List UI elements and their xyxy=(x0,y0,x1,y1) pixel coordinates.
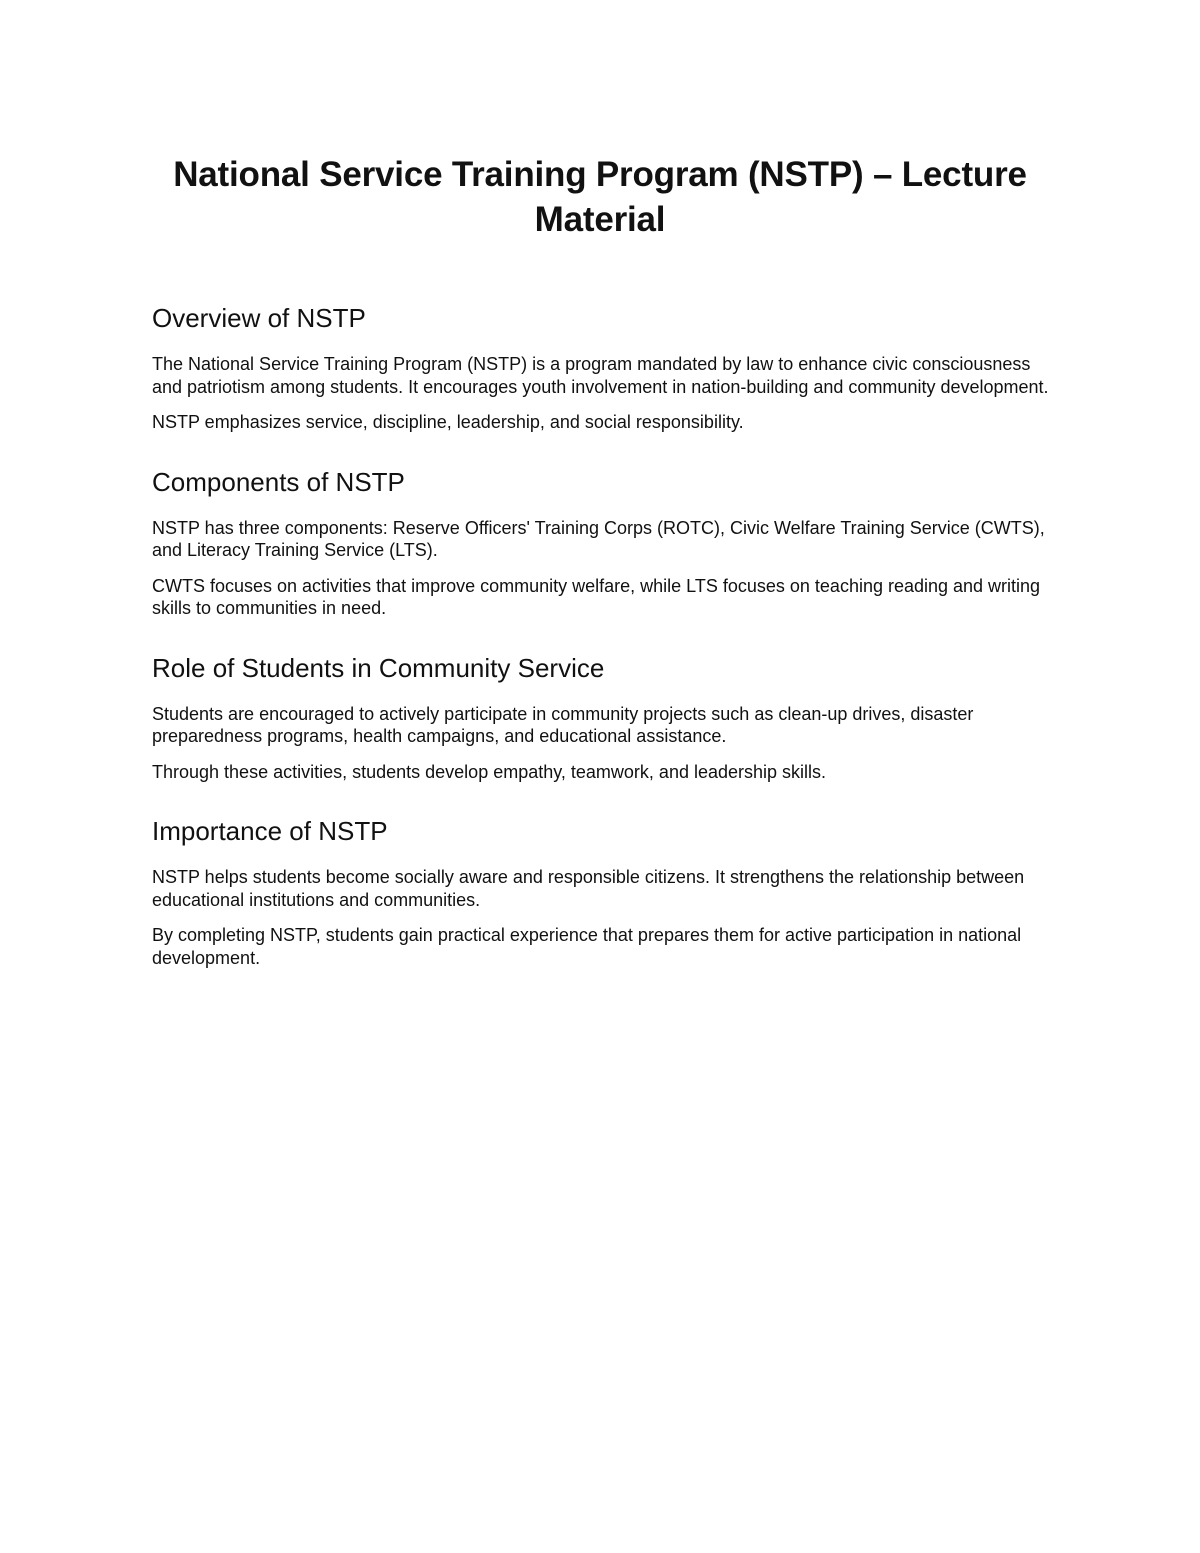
section-components xyxy=(152,464,1062,620)
section-role-of-students xyxy=(152,650,1062,784)
section-heading: Importance of NSTP xyxy=(152,816,388,846)
section-heading: Overview of NSTP xyxy=(152,303,366,333)
section-heading: Role of Students in Community Service xyxy=(152,652,605,683)
document-body xyxy=(152,300,1062,982)
section-importance xyxy=(152,813,1062,969)
section-paragraph: CWTS focuses on activities that improve community welfare, while LTS focuses on teaching reading and writing skills to communities in need. xyxy=(152,575,1041,618)
section-paragraph: Students are encouraged to actively participate in community projects such as clean-up drives, disaster preparedness programs, health campaigns, and educational assistance. xyxy=(152,703,974,746)
section-paragraph: NSTP has three components: Reserve Officers' Training Corps (ROTC), Civic Welfare Training Service (CWTS), and Literacy Training Service (LTS). xyxy=(152,517,1045,560)
section-paragraph: NSTP emphasizes service, discipline, leadership, and social responsibility. xyxy=(152,412,744,432)
section-overview xyxy=(152,300,1062,434)
section-paragraph: The National Service Training Program (NSTP) is a program mandated by law to enhance civic consciousness and patriotism among students. It encourages youth involvement in nation-building and community development. xyxy=(152,354,1049,397)
section-heading: Components of NSTP xyxy=(152,466,405,497)
section-paragraph: NSTP helps students become socially aware and responsible citizens. It strengthens the relationship between educational institutions and communities. xyxy=(152,867,1025,910)
document-title: National Service Training Program (NSTP) – Lecture Material xyxy=(173,155,1027,239)
section-paragraph: Through these activities, students develop empathy, teamwork, and leadership skills. xyxy=(152,761,827,782)
section-paragraph: By completing NSTP, students gain practical experience that prepares them for active participation in national development. xyxy=(152,925,1022,968)
